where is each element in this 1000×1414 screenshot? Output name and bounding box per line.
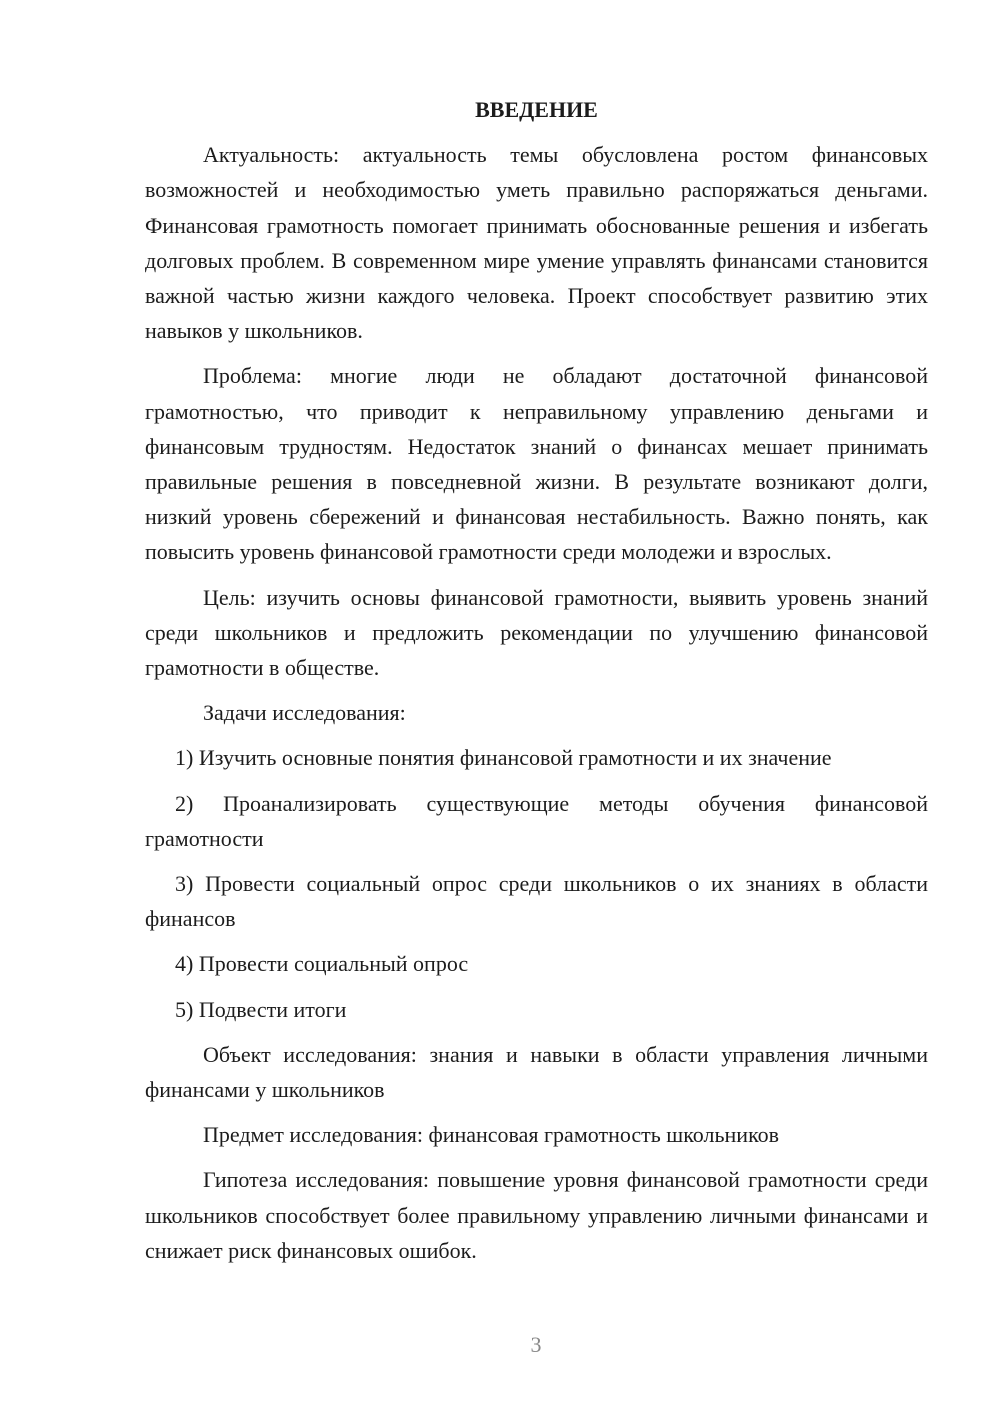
paragraph-goal: Цель: изучить основы финансовой грамотности, выявить уровень знаний среди школьников и предложить рекомендации по улучшению финансовой грамотности в обществе.: [145, 584, 928, 681]
paragraph-subject: Предмет исследования: финансовая грамотность школьников: [203, 1122, 780, 1148]
paragraph-object: Объект исследования: знания и навыки в области управления личными финансами у школьников: [145, 1041, 928, 1103]
page-number: 3: [530, 1332, 542, 1357]
task-item-5: 5) Подвести итоги: [175, 996, 347, 1022]
task-item-2: 2) Проанализировать существующие методы обучения финансовой грамотности: [145, 790, 928, 851]
paragraph-problem: Проблема: многие люди не обладают достаточной финансовой грамотностью, что приводит к неправильному управлению деньгами и финансовым трудностям. Недостаток знаний о финансах мешает принимать правильные решения в повседневной жизни. В результате возникают долги, низкий уровень сбережений и финансовая нестабильность. Важно понять, как повысить уровень финансовой грамотности среди молодежи и взрослых.: [145, 363, 928, 565]
task-item-3: 3) Провести социальный опрос среди школьников о их знаниях в области финансов: [145, 871, 928, 932]
tasks-heading: Задачи исследования:: [203, 700, 406, 726]
task-item-1: 1) Изучить основные понятия финансовой грамотности и их значение: [175, 745, 832, 771]
document-page: [145, 92, 928, 1278]
paragraph-hypothesis: Гипотеза исследования: повышение уровня финансовой грамотности среди школьников способствует более правильному управлению личными финансами и снижает риск финансовых ошибок.: [145, 1167, 928, 1263]
section-title: ВВЕДЕНИЕ: [475, 97, 598, 122]
paragraph-relevance: Актуальность: актуальность темы обусловлена ростом финансовых возможностей и необходимостью уметь правильно распоряжаться деньгами. Финансовая грамотность помогает принимать обоснованные решения и избегать долговых проблем. В современном мире умение управлять финансами становится важной частью жизни каждого человека. Проект способствует развитию этих навыков у школьников.: [145, 142, 928, 344]
task-item-4: 4) Провести социальный опрос: [175, 951, 469, 977]
